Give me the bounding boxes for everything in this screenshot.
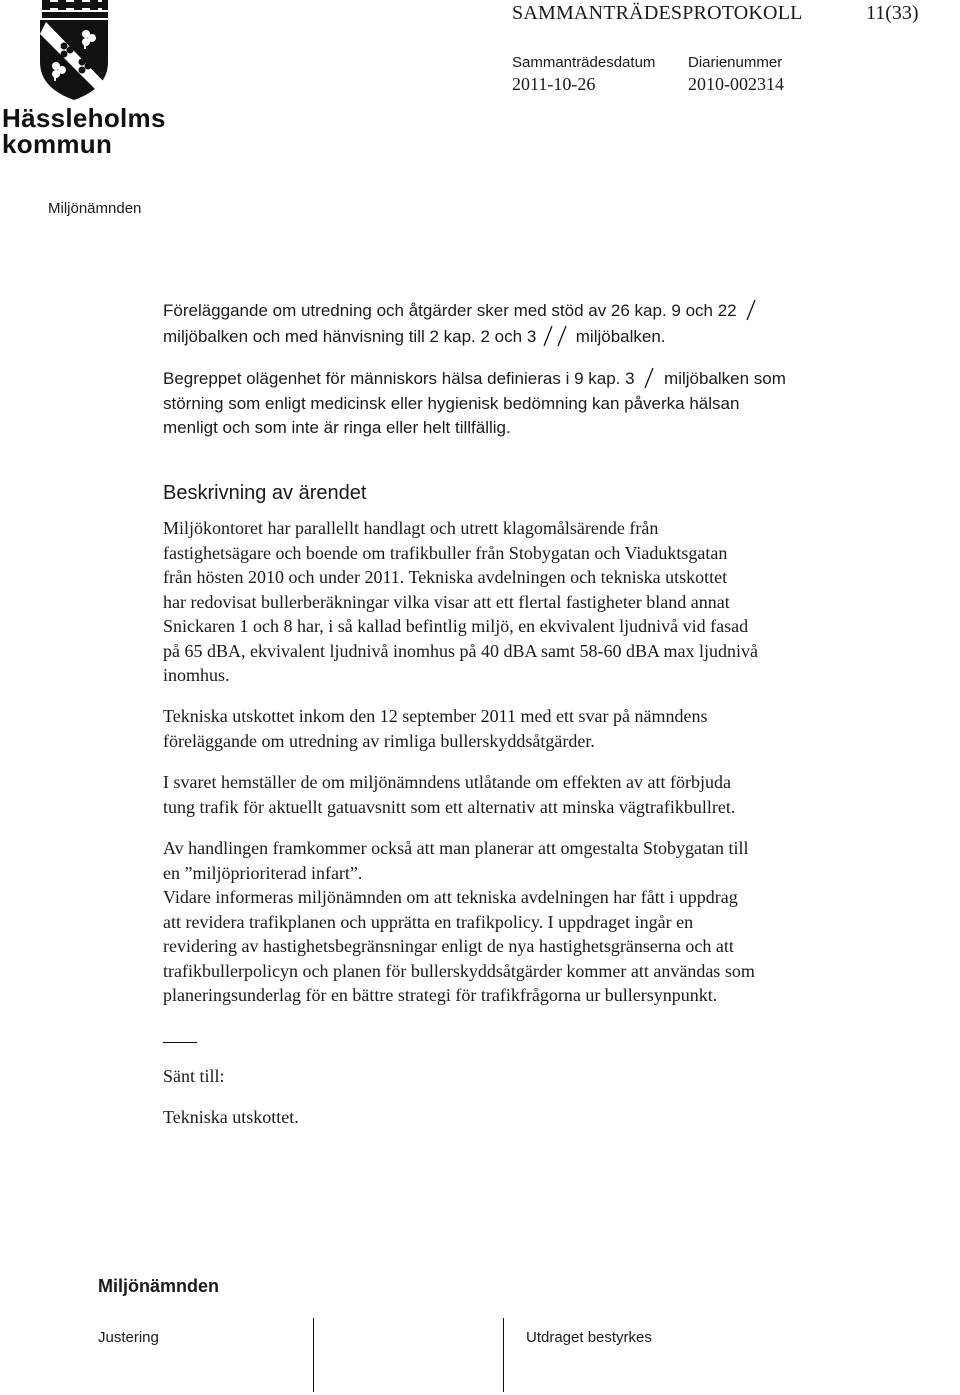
text-line (163, 324, 883, 350)
intro-paragraph-1 (163, 298, 883, 349)
body-paragraph-3 (163, 770, 883, 819)
text-segment: Föreläggande om utredning och åtgärder sker med stöd av 26 kap. 9 och 22 (163, 301, 737, 320)
text-line: på 65 dBA, ekvivalent ljudnivå inomhus på 40 dBA samt 58-60 dBA max ljudnivå (163, 640, 758, 661)
text-line (163, 298, 883, 324)
text-line: revidering av hastighetsbegränsningar enligt de nya hastighetsgränserna och att (163, 936, 734, 956)
text-segment: miljöbalken som (664, 369, 786, 388)
committee-name: Miljönämnden (48, 200, 142, 217)
sent-to-label: Sänt till: (163, 1066, 225, 1086)
footer-extract-label: Utdraget bestyrkes (526, 1329, 652, 1346)
text-line: fastighetsägare och boende om trafikbuller från Stobygatan och Viaduktsgatan (163, 542, 728, 563)
text-line: menligt och som inte är ringa eller helt tillfällig. (163, 418, 511, 437)
text-line: föreläggande om utredning av rimliga bullerskyddsåtgärder. (163, 730, 595, 751)
section-sign-icon (741, 298, 761, 324)
logo-text-line2: kommun (2, 129, 113, 159)
document-title: SAMMANTRÄDESPROTOKOLL (512, 2, 803, 24)
footer-divider (313, 1318, 314, 1392)
text-line: en ”miljöprioriterad infart”. (163, 862, 363, 883)
text-segment: miljöbalken. (575, 326, 666, 346)
sent-to-recipient: Tekniska utskottet. (163, 1107, 299, 1127)
text-line: att revidera trafikplanen och upprätta en trafikpolicy. I uppdraget ingår en (163, 911, 694, 932)
text-line: störning som enligt medicinsk eller hygienisk bedömning kan påverka hälsan (163, 393, 740, 413)
text-line: trafikbullerpolicyn och planen för bullerskyddsåtgärder kommer att användas som (163, 960, 755, 981)
meeting-date-value: 2011-10-26 (512, 74, 596, 94)
meeting-date-label: Sammanträdesdatum (512, 54, 656, 71)
section-heading: Beskrivning av ärendet (163, 482, 367, 504)
section-sign-icon (639, 366, 659, 392)
text-line: Snickaren 1 och 8 har, i så kallad befintlig miljö, en ekvivalent ljudnivå vid fasad (163, 616, 749, 636)
coat-of-arms-icon (0, 0, 160, 105)
text-line: har redovisat bullerberäkningar vilka visar att ett flertal fastigheter bland annat (163, 591, 730, 612)
text-line: planeringsunderlag för en bättre strategi för trafikfrågorna ur bullersynpunkt. (163, 985, 718, 1005)
text-line: tung trafik för aktuellt gatuavsnitt som ett alternativ att minska vägtrafikbullret. (163, 796, 736, 817)
body-paragraph-4 (163, 836, 883, 1008)
body-paragraph-2 (163, 704, 883, 753)
text-line: I svaret hemställer de om miljönämndens utlåtande om effekten av att förbjuda (163, 772, 731, 792)
body-paragraph-1 (163, 516, 883, 688)
text-line: Tekniska utskottet inkom den 12 september 2011 med ett svar på nämndens (163, 706, 708, 726)
text-line: Av handlingen framkommer också att man planerar att omgestalta Stobygatan till (163, 838, 749, 858)
section-sign-icon (541, 324, 571, 350)
text-line: inomhus. (163, 665, 230, 685)
logo-text-line1: Hässleholms (2, 103, 166, 133)
text-segment: miljöbalken och med hänvisning till 2 kap. 2 och 3 (163, 326, 537, 346)
divider-rule (163, 1042, 197, 1043)
text-line: Vidare informeras miljönämnden om att tekniska avdelningen har fått i uppdrag (163, 887, 738, 907)
footer-divider (503, 1318, 504, 1392)
registration-number-value: 2010-002314 (688, 74, 784, 94)
text-segment: Begreppet olägenhet för människors hälsa definieras i 9 kap. 3 (163, 369, 635, 388)
municipality-logo (0, 0, 166, 160)
footer-justering-label: Justering (98, 1329, 159, 1346)
footer-committee: Miljönämnden (98, 1276, 219, 1296)
text-line: Miljökontoret har parallellt handlagt och utrett klagomålsärende från (163, 518, 659, 538)
text-line: från hösten 2010 och under 2011. Tekniska avdelningen och tekniska utskottet (163, 567, 728, 587)
text-line (163, 366, 883, 392)
page-number: 11(33) (866, 2, 919, 24)
intro-paragraph-2 (163, 366, 883, 441)
registration-number-label: Diarienummer (688, 54, 783, 71)
